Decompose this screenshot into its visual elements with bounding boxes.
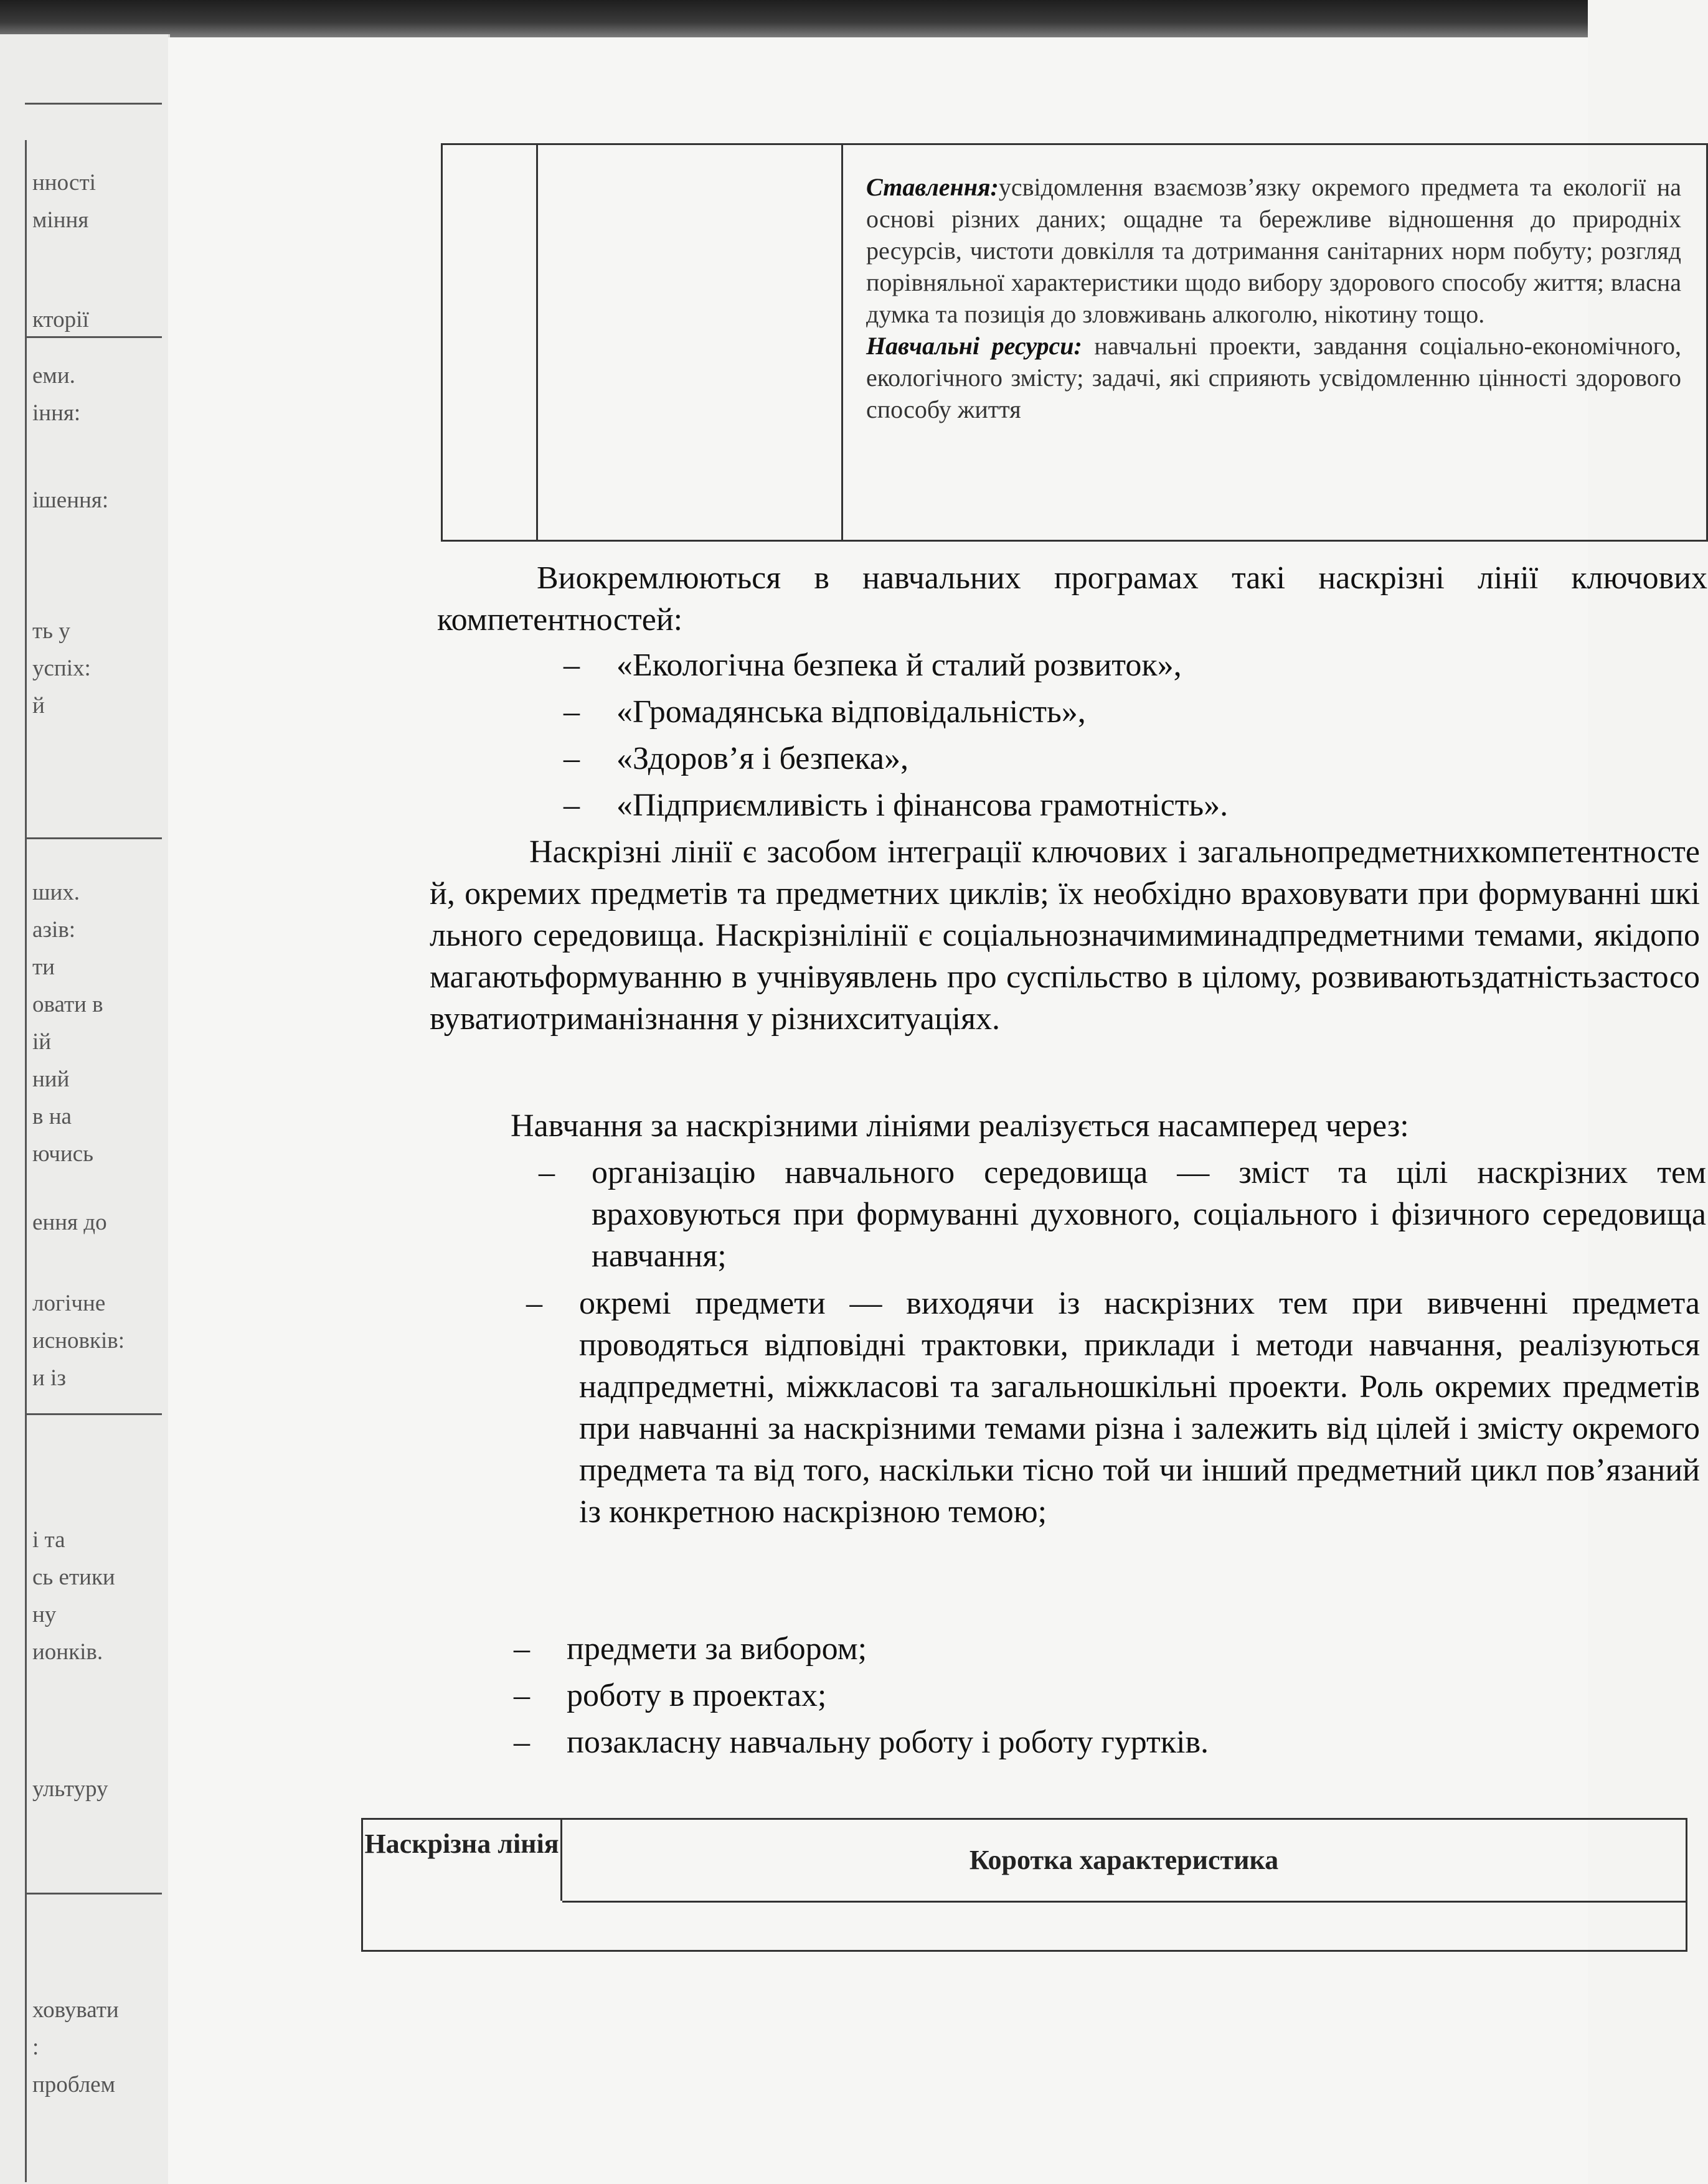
competence-table-fragment	[441, 143, 1708, 542]
margin-fragment: логічне	[32, 1291, 106, 1316]
underlying-table-border	[25, 140, 27, 2182]
list-item: – «Здоров’я і безпека»,	[564, 741, 908, 776]
list-item: – «Громадянська відповідальність»,	[564, 694, 1086, 730]
margin-fragment: ний	[32, 1066, 70, 1092]
margin-fragment: кторії	[32, 307, 89, 332]
underlying-page-strip	[0, 34, 170, 2184]
margin-fragment: ховувати	[32, 1997, 119, 2023]
underlying-table-rule	[25, 837, 162, 839]
margin-fragment: ну	[32, 1602, 57, 1627]
margin-fragment: ультуру	[32, 1776, 108, 1802]
margin-fragment: міння	[32, 207, 89, 233]
underlying-table-rule	[25, 1413, 162, 1415]
underlying-table-rule	[25, 1893, 162, 1895]
list-item: – організацію навчального середовища — зміст та цілі наскрізних тем враховуються при формуванні духовного, соціального і фізичного середовища навчання;	[539, 1155, 1706, 1274]
margin-fragment: еми.	[32, 363, 75, 388]
margin-fragment: ій	[32, 1029, 52, 1055]
margin-fragment: :	[32, 2035, 39, 2060]
table-header-line: Наскрізна лінія	[363, 1820, 562, 1901]
table-header-description: Коротка характеристика	[969, 1845, 1279, 1875]
margin-fragment: іння:	[32, 400, 81, 426]
margin-fragment: и із	[32, 1365, 66, 1391]
list-item: – «Підприємливість і фінансова грамотність».	[564, 788, 1229, 823]
resources-text: навчальні проекти, завдання соціально-економічного, екологічного змісту; задачі, які сприяють усвідомленню цінності здорового способу життя	[866, 332, 1682, 423]
margin-fragment: азів:	[32, 917, 76, 943]
table-row-divider	[562, 1901, 1686, 1903]
intro-paragraph: Виокремлюються в навчальних програмах такі наскрізні лінії ключових компетентностей:	[437, 560, 1707, 638]
resources-label: Навчальні ресурси:	[866, 332, 1082, 360]
margin-fragment: ючись	[32, 1141, 93, 1167]
attitude-text: усвідомлення взаємозв’язку окремого предмета та екології на основі різних даних; ощадне та бережливе відношення до природніх ресурсів, чистоти довкілля та дотримання санітарних норм побуту; розгляд порівняльної характеристики щодо вибору здорового способу життя; власна думка та позиція до зловживань алкоголю, нікотину тощо.	[866, 173, 1681, 328]
paragraph-implementation: Навчання за наскрізними лініями реалізується насамперед через:	[511, 1108, 1409, 1144]
margin-fragment: ішення:	[32, 487, 109, 513]
table-column-divider	[536, 145, 538, 540]
margin-fragment: нності	[32, 170, 96, 195]
document-page	[168, 37, 1707, 2184]
list-item: – «Екологічна безпека й сталий розвиток»,	[564, 647, 1182, 683]
margin-fragment: ионків.	[32, 1639, 103, 1665]
attitude-label: Ставлення:	[866, 173, 999, 201]
margin-fragment: успіх:	[32, 656, 91, 681]
cross-lines-table	[361, 1818, 1687, 1952]
list-item: – роботу в проектах;	[514, 1678, 827, 1713]
table-cell-description	[841, 145, 1706, 540]
margin-fragment: в на	[32, 1104, 72, 1129]
margin-fragment: і та	[32, 1527, 65, 1553]
margin-fragment: сь етики	[32, 1565, 115, 1590]
margin-fragment: проблем	[32, 2072, 116, 2097]
margin-fragment: ть у	[32, 618, 70, 644]
underlying-table-rule	[25, 103, 162, 105]
list-item: – позакласну навчальну роботу і роботу гуртків.	[514, 1725, 1209, 1760]
margin-fragment: исновків:	[32, 1328, 125, 1353]
list-item: – окремі предмети — виходячи із наскрізних тем при вивченні предмета проводяться відповідні трактовки, приклади і методи навчання, реалізуються надпредметні, міжкласові та загальношкільні проекти. Роль окремих предметів при навчанні за наскрізними темами різна і залежить від цілей і змісту окремого предмета та від того, наскільки тісно той чи інший предметний цикл пов’язаний із конкретною наскрізною темою;	[526, 1286, 1700, 1530]
margin-fragment: й	[32, 693, 45, 718]
margin-fragment: ти	[32, 954, 55, 980]
list-item: – предмети за вибором;	[514, 1631, 867, 1667]
margin-fragment: ення до	[32, 1210, 107, 1235]
paragraph-integration: Наскрізні лінії є засобом інтеграції ключових і загальнопредметнихкомпетентностей, окремих предметів та предметних циклів; їх необхідно враховувати при формуванні шкільного середовища. Наскрізнілінії є соціальнозначимиминадпредметними темами, якідопомагаютьформуванню в учнівуявлень про суспільство в цілому, розвиваютьздатністьзастосовуватиотриманізнання у різнихситуаціях.	[430, 834, 1700, 1037]
margin-fragment: ших.	[32, 880, 80, 905]
margin-fragment: овати в	[32, 992, 103, 1017]
